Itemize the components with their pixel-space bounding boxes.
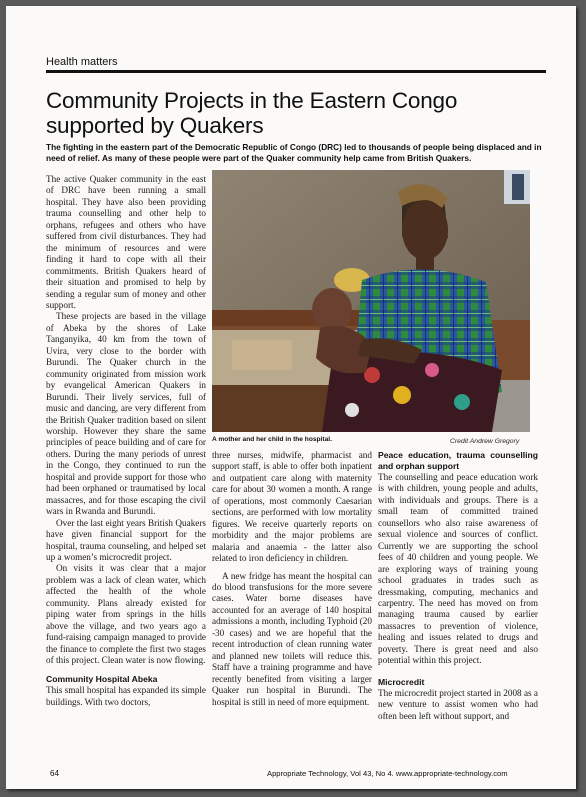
column-3 (378, 450, 538, 722)
photo-caption: A mother and her child in the hospital. (212, 436, 332, 443)
paragraph: The microcredit project started in 2008 as a new venture to assist women who had often been left without support, and (378, 687, 538, 721)
mother-child-photo (212, 170, 530, 432)
paragraph: The counselling and peace education work is with children, young people and adults, with individuals and groups. There is a small team of committed trained counsellors who also raise awareness of sexual violence and sources of conflict. Currently we are supporting the school fees of 40 children and young people. We are exploring ways of training young school graduates in trades such as dressmaking, computing, mechanics and carpentry. The need has moved on from managing trauma caused by earlier massacres to prevention of violence, healing and issues related to drugs and poverty. There is great need and also potential within this project. (378, 472, 538, 666)
subheading-peace-education: Peace education, trauma counselling and orphan support (378, 450, 538, 471)
paragraph: On visits it was clear that a major problem was a lack of clean water, which affected the health of the whole community. Plans already existed for piping water from springs in the hills above the village, and two years ago a fund-raising campaign managed to provide the finance to complete the first two stages of this project. Clean water is now flowing. (46, 563, 206, 666)
section-rule (46, 70, 546, 73)
column-1 (46, 174, 206, 708)
paragraph: A new fridge has meant the hospital can do blood transfusions for the more severe cases. Water borne diseases have accounted for an average of 140 hospital admissions a month, including Typhoid (20 -30 cases) and we are hopeful that the recent introduction of clean running water and planned new toilets will reduce this. Staff have a training programme and have recently benefited from visiting a larger Quaker run hospital in Burundi. The hospital is still in need of more equipment. (212, 570, 372, 707)
photo-credit: Credit Andrew Gregory (450, 438, 520, 445)
article-title: Community Projects in the Eastern Congo supported by Quakers (46, 88, 458, 138)
subheading-community-hospital: Community Hospital Abeka (46, 674, 158, 685)
subheading-microcredit: Microcredit (378, 676, 425, 687)
paragraph: The active Quaker community in the east of DRC have been running a small hospital. They have also been providing trauma counselling and other help to orphans, refugees and others who have suffered from civil disturbances. They had the minimum of resources and were finding it hard to cope with all their commitments. British Quakers heard of their situation and promised to help by sending a regular sum of money and other support. (46, 174, 206, 310)
page-number: 64 (50, 769, 59, 778)
paragraph: Over the last eight years British Quakers have given financial support for the hospital, trauma counseling, and helped set up a women’s microcredit project. (46, 517, 206, 562)
magazine-page (6, 6, 576, 789)
column-2 (212, 450, 372, 708)
paragraph: These projects are based in the village of Abeka by the shores of Lake Tanganyika, 40 km from the town of Uvira, very close to the border with Burundi. The Quaker church in the community originated from mission work by evangelical American Quakers in Burundi. Their lively services, full of music and dancing, are very different from the British Quaker tradition based on silent worship. However they share the same principles of peace building and of care for others. During the many periods of unrest in the Congo, they continued to run the hospital and provide support for those who had been orphaned or traumatised by local massacres, and for those escaping the civil wars in Rwanda and Burundi. (46, 311, 206, 517)
article-standfirst: The fighting in the eastern part of the Democratic Republic of Congo (DRC) led to thousands of people being displaced and in need of relief. As many of these people were part of the Quaker community help came from British Quakers. (46, 142, 542, 163)
paragraph: three nurses, midwife, pharmacist and support staff, is able to offer both inpatient and outpatient care along with maternity care for about 30 women a month. A range of operations, most commonly Caesarian sections, are performed with low mortality figures. We receive quarterly reports on morbidity and the major problems are malaria and anaemia - the latter also related to iron deficiency in children. (212, 450, 372, 564)
article-photo (212, 170, 530, 432)
section-tag: Health matters (46, 56, 118, 68)
paragraph: This small hospital has expanded its simple buildings. With two doctors, (46, 685, 206, 707)
journal-footer: Appropriate Technology, Vol 43, No 4. www.appropriate-technology.com (267, 769, 508, 778)
